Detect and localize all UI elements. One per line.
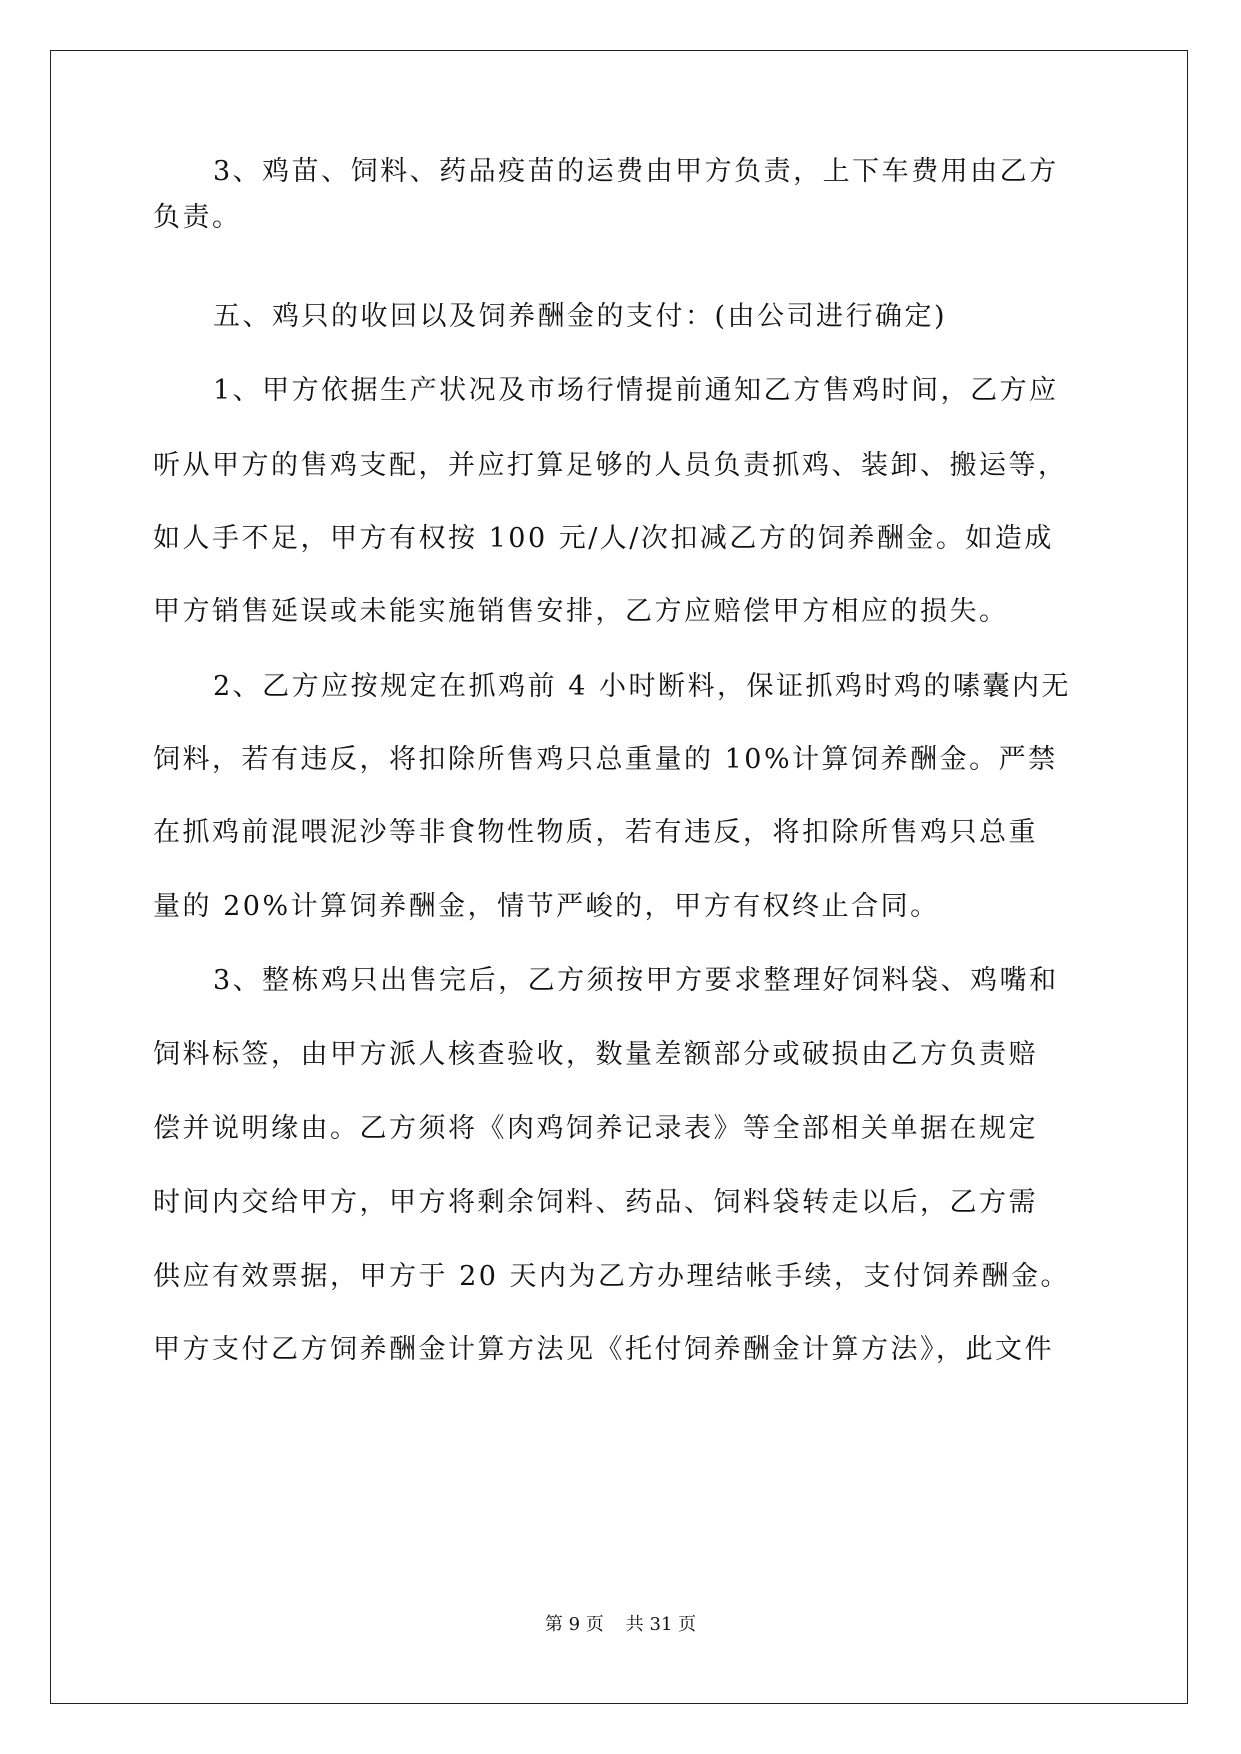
paragraph-3b-line-3: 偿并说明缘由。乙方须将《肉鸡饲养记录表》等全部相关单据在规定 <box>153 1113 1038 1144</box>
paragraph-1-line-4: 甲方销售延误或未能实施销售安排，乙方应赔偿甲方相应的损失。 <box>153 596 1009 627</box>
paragraph-1-line-3: 如人手不足，甲方有权按 100 元/人/次扣减乙方的饲养酬金。如造成 <box>153 523 1054 554</box>
paragraph-2-line-3: 在抓鸡前混喂泥沙等非食物性物质，若有违反，将扣除所售鸡只总重 <box>153 817 1038 848</box>
section-five-heading: 五、鸡只的收回以及饲养酬金的支付：(由公司进行确定) <box>213 301 948 332</box>
paragraph-2-line-1: 2、乙方应按规定在抓鸡前 4 小时断料，保证抓鸡时鸡的嗉囊内无 <box>213 671 1072 702</box>
paragraph-2-line-2: 饲料，若有违反，将扣除所售鸡只总重量的 10%计算饲养酬金。严禁 <box>153 744 1058 775</box>
page-number: 第 9 页 <box>544 1614 604 1635</box>
paragraph-3b-line-1: 3、整栋鸡只出售完后，乙方须按甲方要求整理好饲料袋、鸡嘴和 <box>213 965 1059 996</box>
total-pages: 共 31 页 <box>625 1614 697 1635</box>
page-footer <box>0 1613 1241 1637</box>
paragraph-3b-line-4: 时间内交给甲方，甲方将剩余饲料、药品、饲料袋转走以后，乙方需 <box>153 1187 1038 1218</box>
paragraph-1-line-2: 听从甲方的售鸡支配，并应打算足够的人员负责抓鸡、装卸、搬运等， <box>153 450 1068 481</box>
paragraph-2-line-4: 量的 20%计算饲养酬金，情节严峻的，甲方有权终止合同。 <box>153 891 940 922</box>
paragraph-3-line-2: 负责。 <box>153 202 242 233</box>
paragraph-3b-line-6: 甲方支付乙方饲养酬金计算方法见《托付饲养酬金计算方法》，此文件 <box>153 1334 1054 1365</box>
paragraph-3b-line-5: 供应有效票据，甲方于 20 天内为乙方办理结帐手续，支付饲养酬金。 <box>153 1261 1071 1292</box>
paragraph-3b-line-2: 饲料标签，由甲方派人核查验收，数量差额部分或破损由乙方负责赔 <box>153 1039 1038 1070</box>
paragraph-3-line-1: 3、鸡苗、饲料、药品疫苗的运费由甲方负责，上下车费用由乙方 <box>213 156 1059 187</box>
paragraph-1-line-1: 1、甲方依据生产状况及市场行情提前通知乙方售鸡时间，乙方应 <box>213 375 1059 406</box>
